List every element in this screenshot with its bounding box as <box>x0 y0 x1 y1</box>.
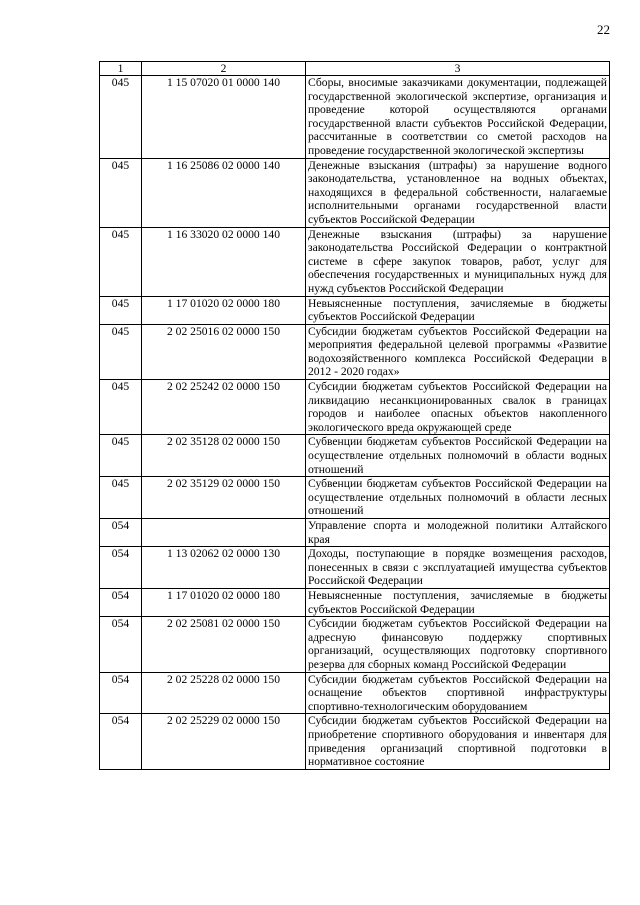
admin-code-cell: 045 <box>100 76 142 159</box>
revenue-code-cell: 2 02 25228 02 0000 150 <box>142 672 306 714</box>
admin-code-cell: 045 <box>100 435 142 477</box>
table-row <box>100 617 610 672</box>
revenue-code-cell: 1 15 07020 01 0000 140 <box>142 76 306 159</box>
table-row <box>100 547 610 589</box>
revenue-name-cell: Субсидии бюджетам субъектов Российской Федерации на приобретение спортивного оборудования и инвентаря для приведения организаций спортивной подготовки в нормативное состояние <box>306 714 610 769</box>
admin-code-cell: 045 <box>100 477 142 519</box>
table-row <box>100 588 610 616</box>
revenue-code-cell <box>142 519 306 547</box>
revenue-name-cell: Денежные взыскания (штрафы) за нарушение водного законодательства, установленное на водных объектах, находящихся в федеральной собственности, налагаемые исполнительными органами государственной власти субъектов Российской Федерации <box>306 158 610 227</box>
admin-code-cell: 054 <box>100 519 142 547</box>
admin-code-cell: 045 <box>100 227 142 296</box>
table-header-row <box>100 62 610 76</box>
revenue-name-cell: Субсидии бюджетам субъектов Российской Федерации на оснащение объектов спортивной инфраструктуры спортивно-технологическим оборудованием <box>306 672 610 714</box>
table-row <box>100 296 610 324</box>
revenue-name-cell: Субвенции бюджетам субъектов Российской Федерации на осуществление отдельных полномочий в области водных отношений <box>306 435 610 477</box>
table-row <box>100 380 610 435</box>
table-row <box>100 435 610 477</box>
table-row <box>100 714 610 769</box>
table-row <box>100 672 610 714</box>
revenue-code-cell: 2 02 25016 02 0000 150 <box>142 324 306 379</box>
admin-code-cell: 054 <box>100 617 142 672</box>
table-row <box>100 519 610 547</box>
revenue-name-cell: Невыясненные поступления, зачисляемые в бюджеты субъектов Российской Федерации <box>306 296 610 324</box>
revenue-code-cell: 2 02 25242 02 0000 150 <box>142 380 306 435</box>
admin-code-cell: 054 <box>100 714 142 769</box>
admin-code-cell: 054 <box>100 672 142 714</box>
revenue-code-cell: 1 17 01020 02 0000 180 <box>142 296 306 324</box>
revenue-name-cell: Доходы, поступающие в порядке возмещения расходов, понесенных в связи с эксплуатацией имущества субъектов Российской Федерации <box>306 547 610 589</box>
table-row <box>100 324 610 379</box>
table-row <box>100 158 610 227</box>
revenue-code-cell: 2 02 25081 02 0000 150 <box>142 617 306 672</box>
revenue-code-cell: 2 02 35128 02 0000 150 <box>142 435 306 477</box>
revenue-name-cell: Субвенции бюджетам субъектов Российской Федерации на осуществление отдельных полномочий в области лесных отношений <box>306 477 610 519</box>
admin-code-cell: 045 <box>100 324 142 379</box>
revenue-name-cell: Невыясненные поступления, зачисляемые в бюджеты субъектов Российской Федерации <box>306 588 610 616</box>
revenue-code-cell: 1 13 02062 02 0000 130 <box>142 547 306 589</box>
table-row <box>100 76 610 159</box>
table-row <box>100 477 610 519</box>
revenue-name-cell: Денежные взыскания (штрафы) за нарушение законодательства Российской Федерации о контрактной системе в сфере закупок товаров, работ, услуг для обеспечения государственных и муниципальных нужд для нужд субъектов Российской Федерации <box>306 227 610 296</box>
revenue-code-cell: 1 16 33020 02 0000 140 <box>142 227 306 296</box>
revenue-name-cell: Субсидии бюджетам субъектов Российской Федерации на мероприятия федеральной целевой программы «Развитие водохозяйственного комплекса Российской Федерации в 2012 - 2020 годах» <box>306 324 610 379</box>
admin-code-cell: 054 <box>100 547 142 589</box>
revenue-codes-table <box>99 61 610 770</box>
table-row <box>100 227 610 296</box>
column-header-admin: 1 <box>100 62 142 76</box>
revenue-name-cell: Сборы, вносимые заказчиками документации, подлежащей государственной экологической экспертизе, организация и проведение которой осуществляются органами государственной власти субъектов Российской Федерации, рассчитанные в соответствии со сметой расходов на проведение государственной экологической экспертизы <box>306 76 610 159</box>
revenue-code-cell: 1 17 01020 02 0000 180 <box>142 588 306 616</box>
admin-code-cell: 045 <box>100 158 142 227</box>
page-number: 22 <box>597 22 610 37</box>
revenue-name-cell: Управление спорта и молодежной политики Алтайского края <box>306 519 610 547</box>
admin-code-cell: 045 <box>100 380 142 435</box>
column-header-name: 3 <box>306 62 610 76</box>
admin-code-cell: 045 <box>100 296 142 324</box>
revenue-code-cell: 2 02 25229 02 0000 150 <box>142 714 306 769</box>
revenue-code-cell: 1 16 25086 02 0000 140 <box>142 158 306 227</box>
column-header-code: 2 <box>142 62 306 76</box>
admin-code-cell: 054 <box>100 588 142 616</box>
revenue-name-cell: Субсидии бюджетам субъектов Российской Федерации на ликвидацию несанкционированных свалок в границах городов и наиболее опасных объектов накопленного экологического вреда окружающей среде <box>306 380 610 435</box>
revenue-name-cell: Субсидии бюджетам субъектов Российской Федерации на адресную финансовую поддержку спортивных организаций, осуществляющих подготовку спортивного резерва для сборных команд Российской Федерации <box>306 617 610 672</box>
revenue-code-cell: 2 02 35129 02 0000 150 <box>142 477 306 519</box>
